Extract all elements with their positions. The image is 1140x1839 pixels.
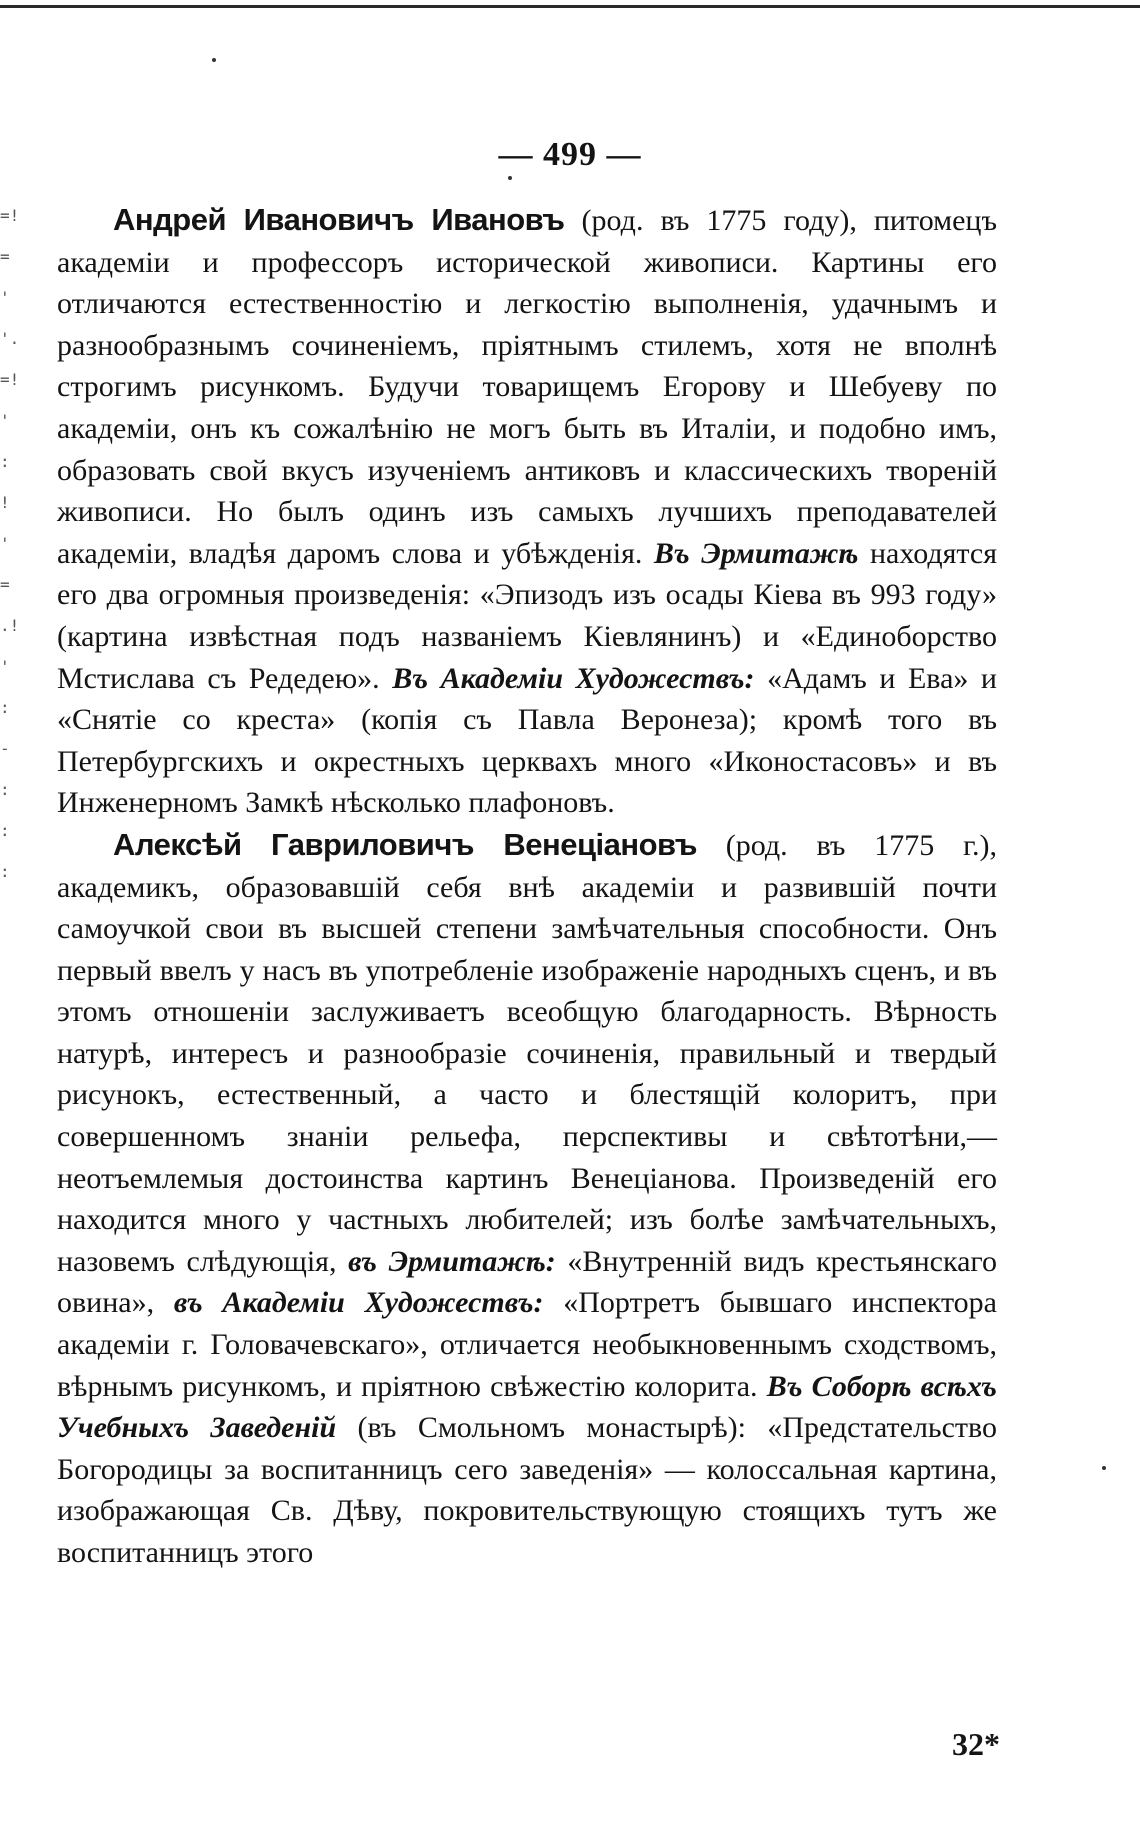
margin-mark: .! xyxy=(0,616,20,635)
italic-location: въ Академіи Художествъ: xyxy=(173,1286,544,1320)
margin-mark: =! xyxy=(0,206,20,225)
italic-location: Въ Соборѣ всѣхъ Учебныхъ Заведеній xyxy=(57,1369,997,1445)
text-segment: находятся его два огромныя произведенія: «Эпизодъ изъ осады Кіева въ 993 году» (картина извѣстная подъ названіемъ Кіевлянинъ) и «Единоборство Мстислава съ Редедею». xyxy=(57,536,997,695)
margin-mark: ' xyxy=(0,288,10,307)
text-segment: «Портретъ бывшаго инспектора академіи г. Головачевскаго», отличается необыкновеннымъ сходствомъ, вѣрнымъ рисункомъ, и пріятною свѣжестію колорита. xyxy=(57,1286,997,1403)
margin-mark: = xyxy=(0,247,10,266)
top-edge-rule xyxy=(0,5,1140,8)
italic-location: въ Эрмитажѣ: xyxy=(348,1244,556,1278)
italic-location: Въ Эрмитажѣ xyxy=(653,536,859,570)
margin-mark: ! xyxy=(0,493,10,512)
page-number: — 499 — xyxy=(498,136,642,173)
ink-speck xyxy=(1102,1466,1106,1470)
ink-speck xyxy=(212,58,216,62)
margin-mark: : xyxy=(0,862,10,881)
margin-mark: ' xyxy=(0,411,10,430)
ink-speck xyxy=(508,176,512,180)
paragraph xyxy=(57,199,997,824)
margin-mark: : xyxy=(0,780,10,799)
text-segment: «Адамъ и Ева» и «Снятіе со креста» (копія съ Павла Веронеза); кромѣ того въ Петербургскихъ и окрестныхъ церквахъ много «Иконостасовъ» и въ Инженерномъ Замкѣ нѣсколько плафоновъ. xyxy=(57,661,997,820)
margin-mark: = xyxy=(0,575,10,594)
margin-mark: ' xyxy=(0,534,10,553)
margin-mark: : xyxy=(0,698,10,717)
paragraph xyxy=(57,824,997,1574)
margin-mark: : xyxy=(0,821,10,840)
signature-mark: 32* xyxy=(952,1726,1000,1762)
body-text xyxy=(57,199,997,1574)
margin-mark: '. xyxy=(0,329,20,348)
margin-mark: =! xyxy=(0,370,20,389)
text-segment: (род. въ 1775 г.), академикъ, образовавшій себя внѣ академіи и развившій почти самоучкой свои въ высшей степени замѣчательныя способности. Онъ первый ввелъ у насъ въ употребленіе изображеніе народныхъ сценъ, и въ этомъ отношеніи заслуживаетъ всеобщую благодарность. Вѣрность натурѣ, интересъ и разнообразіе сочиненія, правильный и твердый рисунокъ, естественный, а часто и блестящій колоритъ, при совершенномъ знаніи рельефа, перспективы и свѣтотѣни,—неотъемлемыя достоинства картинъ Венеціанова. Произведеній его находится много у частныхъ любителей; изъ болѣе замѣчательныхъ, назовемъ слѣдующія, xyxy=(57,828,998,1278)
artist-name: Алексѣй Гавриловичъ Венеціановъ xyxy=(113,826,697,862)
italic-location: Въ Академіи Художествъ: xyxy=(392,661,755,695)
text-segment: «Внутренній видъ крестьянскаго овина», xyxy=(57,1244,997,1320)
margin-bleed-marks xyxy=(0,195,48,892)
text-segment: (род. въ 1775 году), питомецъ академіи и профессоръ исторической живописи. Картины его отличаются естественностію и легкостію выполненія, удачнымъ и разнообразнымъ сочиненіемъ, пріятнымъ стилемъ, хотя не вполнѣ строгимъ рисункомъ. Будучи товарищемъ Егорову и Шебуеву по академіи, онъ къ сожалѣнію не могъ быть въ Италіи, и подобно имъ, образовать свой вкусъ изученіемъ антиковъ и классическихъ твореній живописи. Но былъ одинъ изъ самыхъ лучшихъ преподавателей академіи, владѣя даромъ слова и убѣжденія. xyxy=(57,204,998,570)
artist-name: Андрей Ивановичъ Ивановъ xyxy=(113,202,565,237)
margin-mark: - xyxy=(0,739,10,758)
margin-mark: ' xyxy=(0,657,10,676)
margin-mark: : xyxy=(0,452,10,471)
text-segment: (въ Смольномъ монастырѣ): «Предстательство Богородицы за воспитанницъ сего заведенія» — колоссальная картина, изображающая Св. Дѣву, покровительствующую стоящихъ тутъ же воспитанницъ этого xyxy=(57,1411,997,1569)
